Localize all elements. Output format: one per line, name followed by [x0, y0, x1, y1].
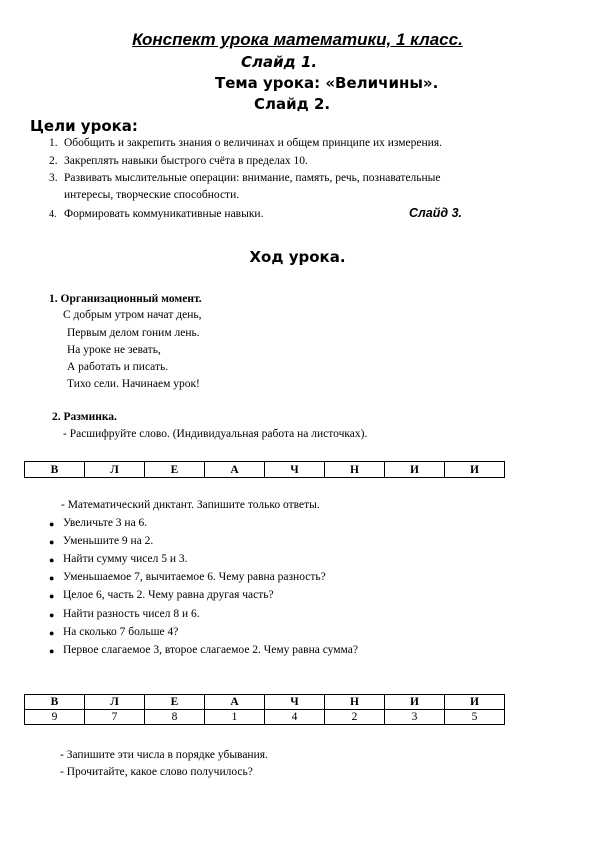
- answer-cell: 9: [25, 710, 85, 725]
- letter-cell: Л: [85, 462, 145, 478]
- poem-line: Тихо сели. Начинаем урок!: [67, 378, 200, 390]
- dictation-item: Найти разность чисел 8 и 6.: [63, 608, 200, 620]
- slide-2-label: Слайд 2.: [254, 95, 331, 113]
- letter-cell: И: [385, 462, 445, 478]
- answer-cell: 7: [85, 710, 145, 725]
- goal-number: 1.: [49, 137, 58, 149]
- letter-cell: И: [445, 462, 505, 478]
- dictation-item: Найти сумму чисел 5 и 3.: [63, 553, 188, 565]
- table-row: [25, 695, 505, 710]
- dictation-item: Увеличьте 3 на 6.: [63, 517, 148, 529]
- poem-line: На уроке не зевать,: [67, 344, 161, 356]
- slide-3-label: Слайд 3.: [409, 206, 463, 220]
- bullet-icon: ●: [49, 591, 55, 601]
- answer-cell: 3: [385, 710, 445, 725]
- dictation-item: Уменьшите 9 на 2.: [63, 535, 154, 547]
- answer-cell: 8: [145, 710, 205, 725]
- org-moment-title: 1. Организационный момент.: [49, 293, 202, 305]
- dictation-intro: - Математический диктант. Запишите только ответы.: [61, 499, 320, 511]
- letter-cell: А: [205, 462, 265, 478]
- letter-cell: В: [25, 462, 85, 478]
- goal-text: Обобщить и закрепить знания о величинах и общем принципе их измерения.: [64, 137, 442, 149]
- letter-cell: Л: [85, 695, 145, 710]
- bullet-icon: ●: [49, 537, 55, 547]
- letter-cell: И: [385, 695, 445, 710]
- goal-number: 3.: [49, 172, 58, 184]
- letter-cell: Н: [325, 462, 385, 478]
- page-title: Конспект урока математики, 1 класс.: [132, 30, 463, 49]
- slide-1-label: Слайд 1.: [241, 53, 318, 71]
- goal-number: 2.: [49, 155, 58, 167]
- course-heading: Ход урока.: [249, 248, 346, 266]
- answer-cell: 5: [445, 710, 505, 725]
- table-row: [25, 462, 505, 478]
- letters-table: [24, 461, 505, 478]
- final-task: - Прочитайте, какое слово получилось?: [60, 766, 253, 778]
- warmup-title: 2. Разминка.: [52, 411, 117, 423]
- table-row: [25, 710, 505, 725]
- dictation-item: Первое слагаемое 3, второе слагаемое 2. Чему равна сумма?: [63, 644, 358, 656]
- letter-cell: Ч: [265, 462, 325, 478]
- goal-text-continuation: интересы, творческие способности.: [64, 189, 240, 201]
- warmup-task: - Расшифруйте слово. (Индивидуальная работа на листочках).: [63, 428, 368, 440]
- dictation-item: На сколько 7 больше 4?: [63, 626, 179, 638]
- final-task: - Запишите эти числа в порядке убывания.: [60, 749, 268, 761]
- dictation-item: Уменьшаемое 7, вычитаемое 6. Чему равна разность?: [63, 571, 326, 583]
- poem-line: С добрым утром начат день,: [63, 309, 202, 321]
- bullet-icon: ●: [49, 610, 55, 620]
- answer-cell: 2: [325, 710, 385, 725]
- lesson-topic: Тема урока: «Величины».: [215, 74, 439, 92]
- goal-text: Формировать коммуникативные навыки.: [64, 208, 264, 220]
- goals-heading: Цели урока:: [30, 117, 138, 135]
- goal-text: Закреплять навыки быстрого счёта в пределах 10.: [64, 155, 308, 167]
- answer-cell: 4: [265, 710, 325, 725]
- letter-cell: Е: [145, 695, 205, 710]
- letter-cell: Н: [325, 695, 385, 710]
- dictation-item: Целое 6, часть 2. Чему равна другая часть?: [63, 589, 274, 601]
- letter-cell: Е: [145, 462, 205, 478]
- bullet-icon: ●: [49, 628, 55, 638]
- bullet-icon: ●: [49, 573, 55, 583]
- letter-cell: Ч: [265, 695, 325, 710]
- goal-text: Развивать мыслительные операции: внимание, память, речь, познавательные: [64, 172, 441, 184]
- poem-line: Первым делом гоним лень.: [67, 327, 200, 339]
- letter-cell: В: [25, 695, 85, 710]
- letter-cell: А: [205, 695, 265, 710]
- goal-number: 4.: [49, 209, 57, 220]
- answers-table: [24, 694, 505, 725]
- answer-cell: 1: [205, 710, 265, 725]
- bullet-icon: ●: [49, 555, 55, 565]
- bullet-icon: ●: [49, 646, 55, 656]
- bullet-icon: ●: [49, 519, 55, 529]
- poem-line: А работать и писать.: [67, 361, 169, 373]
- letter-cell: И: [445, 695, 505, 710]
